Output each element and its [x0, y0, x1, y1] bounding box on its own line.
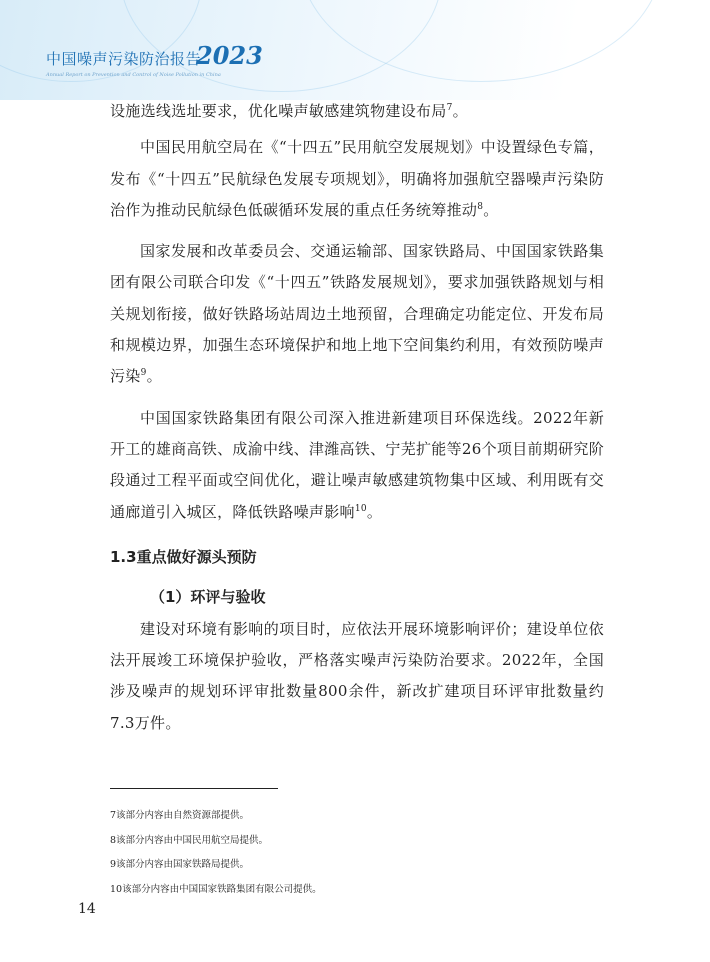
- footnote-divider: [110, 788, 278, 789]
- paragraph-civil-aviation: [110, 132, 604, 226]
- paragraph-period: 。: [483, 200, 499, 219]
- paragraph-period: 。: [452, 102, 468, 120]
- footnote: 7该部分内容由自然资源部提供。: [110, 810, 250, 821]
- paragraph-text: 中国民用航空局在《“十四五”民用航空发展规划》中设置绿色专篇，发布《“十四五”民航绿色发展专项规划》，明确将加强航空器噪声污染防治作为推动民航绿色低碳循环发展的重点任务统筹推动: [110, 138, 604, 219]
- footnote: 8该部分内容由中国民用航空局提供。: [110, 834, 269, 846]
- section-heading: 1.3重点做好源头预防: [110, 547, 257, 566]
- subsection-heading: （1）环评与验收: [150, 587, 266, 606]
- footnotes: [110, 804, 604, 902]
- paragraph-text: 设施选线选址要求，优化噪声敏感建筑物建设布局: [110, 102, 447, 120]
- report-subtitle: Annual Report on Prevention and Control of Noise Pollution in China: [46, 72, 221, 78]
- page-number: 14: [78, 901, 96, 917]
- paragraph-eia: 建设对环境有影响的项目时，应依法开展环境影响评价；建设单位依法开展竣工环境保护验收，严格落实噪声污染防治要求。2022年，全国涉及噪声的规划环评审批数量800余件，新改扩建项目环评审批数量约7.3万件。: [110, 619, 604, 732]
- paragraph-railway-group: [110, 403, 604, 528]
- footnote-ref: 9: [140, 368, 147, 379]
- paragraph-text: 中国国家铁路集团有限公司深入推进新建项目环保选线。2022年新开工的雄商高铁、成渝中线、津潍高铁、宁芜扩能等26个项目前期研究阶段通过工程平面或空间优化，避让噪声敏感建筑物集中区域、利用既有交通廊道引入城区，降低铁路噪声影响: [110, 408, 604, 521]
- report-year: 2023: [196, 41, 263, 70]
- footnote-ref: 7: [446, 103, 453, 113]
- header-band: [0, 0, 710, 100]
- footnote-ref: 8: [477, 201, 484, 212]
- footnote: 10该部分内容由中国国家铁路集团有限公司提供。: [110, 883, 322, 895]
- report-title: 中国噪声污染防治报告: [46, 50, 202, 68]
- paragraph-period: 。: [146, 367, 162, 386]
- paragraph-text: 国家发展和改革委员会、交通运输部、国家铁路局、中国国家铁路集团有限公司联合印发《“十四五”铁路发展规划》，要求加强铁路规划与相关规划衔接，做好铁路场站周边土地预留，合理确定功能定位、开发布局和规模边界，加强生态环境保护和地上地下空间集约利用，有效预防噪声污染: [110, 242, 604, 386]
- footnote: 9该部分内容由国家铁路局提供。: [110, 859, 250, 871]
- paragraph-period: 。: [366, 502, 383, 521]
- paragraph-continuation: [110, 96, 604, 127]
- page-content: [110, 96, 604, 739]
- footnote-ref: 10: [354, 503, 367, 514]
- paragraph-railway-plan: [110, 236, 604, 392]
